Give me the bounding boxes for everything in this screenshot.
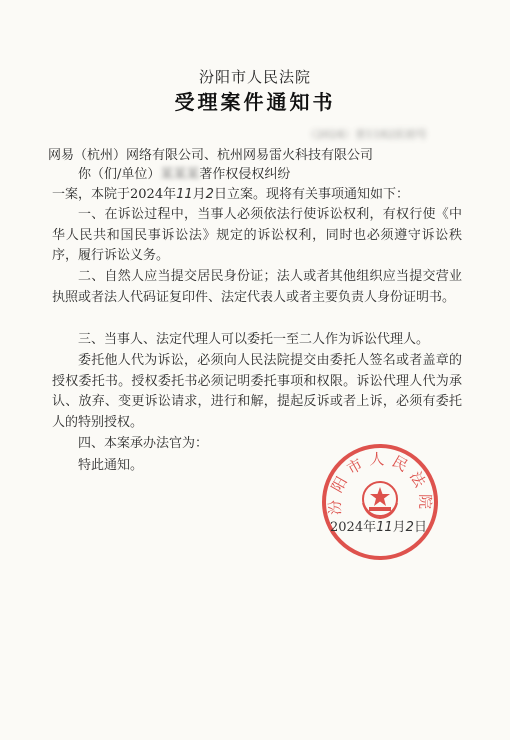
- issue-date: [330, 516, 427, 535]
- case-type: 著作权侵权纠纷: [199, 167, 291, 182]
- item-1: 一、在诉讼过程中，当事人必须依法行使诉讼权利，有权行使《中华人民共和国民事诉讼法》规定的诉讼权利，同时也必须遵守诉讼秩序，履行诉讼义务。: [52, 207, 462, 263]
- plaintiff-redacted: 某某某: [160, 167, 200, 182]
- issue-date-month-label: 月: [392, 520, 406, 535]
- document-title: 受理案件通知书: [174, 90, 336, 114]
- court-name: 汾阳市人民法院: [198, 68, 311, 86]
- intro-prefix: 你（们/单位）: [78, 167, 161, 182]
- filing-month-handwritten: 11: [176, 187, 193, 202]
- national-emblem-icon: [363, 482, 397, 518]
- filing-text-c: 日立案。现将有关事项通知如下：: [213, 187, 409, 202]
- filing-day-handwritten: 2: [205, 187, 214, 202]
- issue-day-handwritten: 2: [405, 520, 414, 535]
- item-3-detail: 委托他人代为诉讼，必须向人民法院提交由委托人签名或者盖章的授权委托书。授权委托书必须记明委托事项和权限。诉讼代理人代为承认、放弃、变更诉讼请求，进行和解，提起反诉或者上诉，必须有委托人的特别授权。: [52, 353, 462, 430]
- item-4: 四、本案承办法官为：: [78, 436, 209, 451]
- case-number-redacted: （2024）晋1182民初号: [305, 128, 427, 140]
- court-seal: [319, 441, 441, 563]
- issue-month-handwritten: 11: [376, 520, 393, 535]
- item-3: 三、当事人、法定代理人可以委托一至二人作为诉讼代理人。: [78, 332, 430, 347]
- closing-text: 特此通知。: [78, 458, 144, 473]
- intro-line-2: [52, 185, 409, 204]
- issue-date-day-label: 日: [413, 520, 427, 535]
- seal-text: 汾阳市人民法院: [325, 450, 435, 516]
- recipient-parties: 网易（杭州）网络有限公司、杭州网易雷火科技有限公司: [48, 148, 374, 163]
- filing-text-a: 一案，本院于2024年: [52, 187, 177, 202]
- issue-date-year: 2024年: [330, 520, 377, 535]
- item-2: 二、自然人应当提交居民身份证；法人或者其他组织应当提交营业执照或者法人代码证复印件、法定代表人或者主要负责人身份证明书。: [52, 269, 462, 305]
- intro-line-1: [78, 165, 290, 184]
- filing-text-b: 月: [192, 187, 206, 202]
